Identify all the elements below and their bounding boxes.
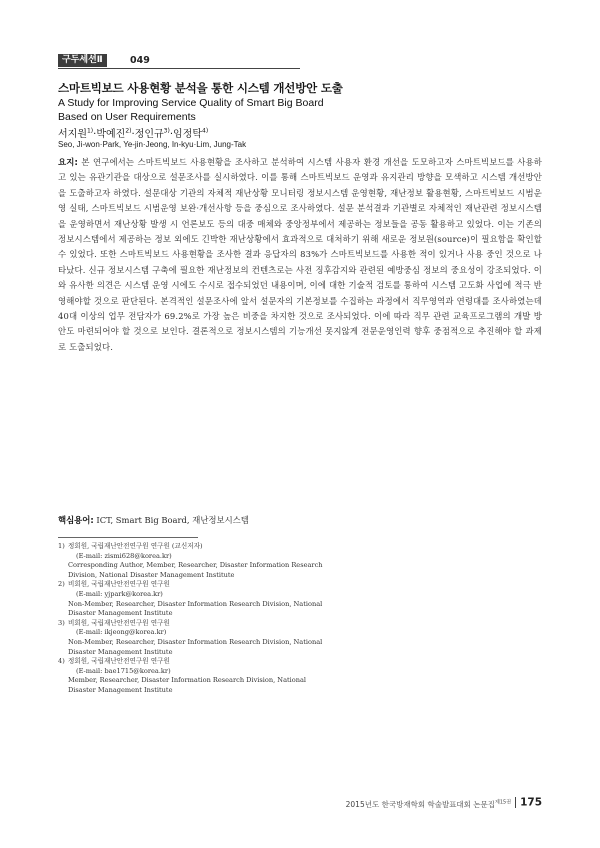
author-separator: · bbox=[93, 129, 97, 140]
footnote-number: 1) bbox=[58, 542, 65, 550]
title-korean: 스마트빅보드 사용현황 분석을 통한 시스템 개선방안 도출 bbox=[58, 81, 343, 95]
author-separator: · bbox=[131, 129, 135, 140]
page-number: 175 bbox=[520, 796, 542, 809]
footnote-line: Disaster Management Institute bbox=[68, 609, 173, 618]
footnote-line: (E-mail: yjpark@korea.kr) bbox=[76, 589, 163, 598]
session-header bbox=[58, 54, 300, 69]
author-affiliation-mark: 2) bbox=[125, 127, 132, 135]
footnote-number: 3) bbox=[58, 618, 65, 627]
footnote bbox=[58, 580, 478, 618]
footnote-line: Non-Member, Researcher, Disaster Information Research Division, National bbox=[68, 599, 323, 608]
abstract-text: 본 연구에서는 스마트빅보드 사용현황을 조사하고 분석하여 시스템 사용자 환경 개선을 도모하고자 스마트빅보드를 사용하고 있는 유관기관을 대상으로 설문조사를 실시하였다. 이를 통해 스마트빅보드 운영과 유지관리 방향을 모색하고 시스템 개선방안을 도출하고자 하였다. 설문대상 기관의 자체적 재난상황 모니터링 정보시스템 운영현황, 재난정보 활용현황, 스마트빅보드 시범운영 실태, 스마트빅보드 시범운영 보완·개선사항 등을 중심으로 조사하였다. 설문 분석결과 기관별로 자체적인 재난관련 정보시스템을 운영하면서 재난상황 발생 시 언론보도 등의 대중 매체와 중앙정부에서 제공하는 정보들을 공동 활용하고 있었다. 이는 기존의 정보시스템에서 제공하는 정보 외에도 긴박한 재난상황에서 효과적으로 대처하기 위해 새로운 정보원(source)이 필요함을 확인할 수 있었다. 또한 스마트빅보드 사용현황을 조사한 결과 응답자의 83%가 스마트빅보드를 사용한 적이 있거나 사용 중인 것으로 나타났다. 신규 정보시스템 구축에 필요한 재난정보의 컨텐츠로는 사전 징후감지와 관련된 예방중심 정보의 중요성이 강조되었다. 이와 유사한 의견은 시스템 운영 시에도 수시로 접수되었던 내용이며, 이에 대한 기술적 검토를 통하여 시스템 고도화 사업에 적극 반영해야할 것으로 판단된다. 본격적인 설문조사에 앞서 설문자의 기본정보를 수집하는 과정에서 직무영역과 연령대를 조사하였는데 40대 이상의 업무 전담자가 69.2%로 가장 높은 비중을 차지한 것으로 조사되었다. 이에 따라 직무 관련 교육프로그램의 개발 방안도 마련되어야 할 것으로 보인다. 결론적으로 정보시스템의 기능개선 못지않게 전문운영인력 향후 중점적으로 추진해야 할 과제로 도출되었다. bbox=[58, 157, 543, 352]
author-separator: · bbox=[169, 129, 174, 140]
footnote bbox=[58, 542, 478, 580]
keywords bbox=[58, 514, 542, 526]
footnote-line: Member, Researcher, Disaster Information Research Division, National bbox=[68, 676, 307, 685]
proceedings-name: 2015년도 한국방재학회 학술발표대회 논문집 bbox=[345, 800, 496, 809]
footnote-line: (E-mail: zismi628@korea.kr) bbox=[76, 551, 172, 560]
authors-korean bbox=[58, 125, 208, 140]
author-affiliation-mark: 3) bbox=[163, 127, 170, 135]
footnote-line: 정회원, 국립재난안전연구원 연구원 (교신저자) bbox=[68, 542, 203, 550]
footnote-line: Corresponding Author, Member, Researcher, Disaster Information Research bbox=[68, 561, 323, 570]
keywords-text: ICT, Smart Big Board, 재난정보시스템 bbox=[96, 515, 249, 525]
footnote bbox=[58, 619, 478, 657]
footnote bbox=[58, 657, 478, 695]
session-tag: 구두세션Ⅱ bbox=[58, 54, 107, 67]
footnote-line: 정회원, 국립재난안전연구원 연구원 bbox=[68, 657, 170, 666]
footnote-line: (E-mail: bae1715@korea.kr) bbox=[76, 666, 171, 675]
author-name: 서지원 bbox=[58, 129, 87, 140]
footnotes bbox=[58, 542, 478, 696]
footnote-line: Non-Member, Researcher, Disaster Information Research Division, National bbox=[68, 637, 323, 646]
footnote-divider bbox=[58, 537, 198, 538]
footnote-line: 비회원, 국립재난안전연구원 연구원 bbox=[68, 618, 170, 627]
author-name: 임정탁 bbox=[173, 129, 203, 140]
author-affiliation-mark: 4) bbox=[202, 127, 209, 135]
title-english-line2: Based on User Requirements bbox=[58, 111, 196, 123]
abstract bbox=[58, 155, 542, 355]
author-name: 정인규 bbox=[134, 129, 164, 140]
abstract-number: 049 bbox=[130, 55, 150, 66]
proceedings-title bbox=[346, 800, 511, 809]
title-english-line1: A Study for Improving Service Quality of Smart Big Board bbox=[58, 97, 324, 109]
keywords-label: 핵심용어: bbox=[58, 515, 94, 525]
author-name: 박예진 bbox=[96, 129, 126, 140]
abstract-label: 요지: bbox=[58, 157, 78, 167]
footnote-line: 비회원, 국립재난안전연구원 연구원 bbox=[68, 580, 170, 589]
page-footer bbox=[346, 792, 542, 811]
footnote-number: 2) bbox=[58, 580, 65, 589]
footnote-line: (E-mail: ikjeong@korea.kr) bbox=[76, 628, 167, 637]
footnote-line: Division, National Disaster Management Institute bbox=[68, 570, 235, 579]
footnote-number: 4) bbox=[58, 657, 65, 666]
author-affiliation-mark: 1) bbox=[86, 127, 94, 135]
footnote-line: Disaster Management Institute bbox=[68, 685, 173, 694]
title-english bbox=[58, 96, 358, 124]
volume-number: 제15권 bbox=[495, 799, 512, 806]
footnote-line: Disaster Management Institute bbox=[68, 647, 173, 656]
authors-english: Seo, Ji-won·Park, Ye-jin·Jeong, In-kyu·Lim, Jung-Tak bbox=[58, 140, 247, 149]
footer-divider bbox=[515, 797, 516, 808]
